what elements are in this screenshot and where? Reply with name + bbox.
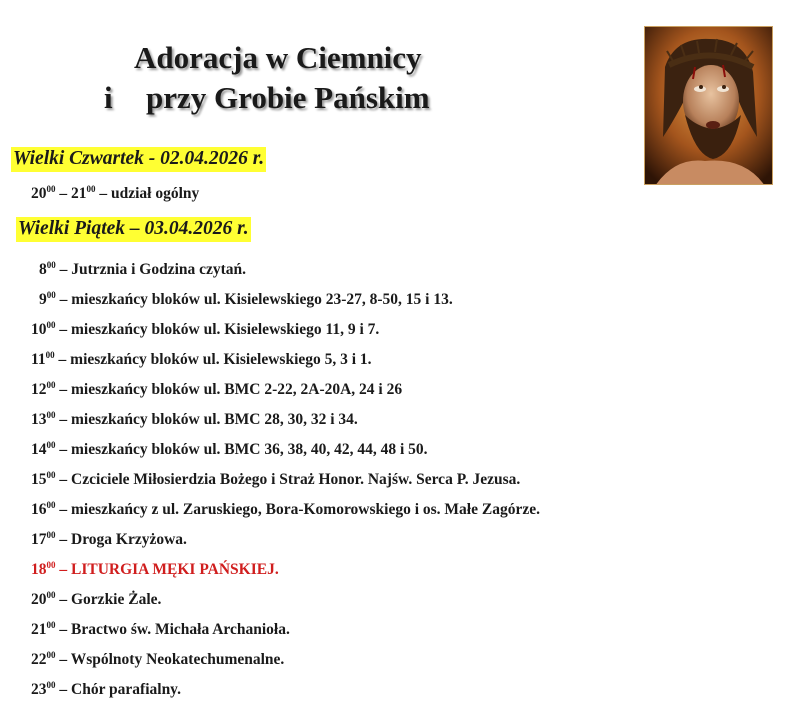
hour: 11 xyxy=(31,351,46,368)
minute: 00 xyxy=(46,290,56,300)
schedule-row xyxy=(31,351,372,369)
entry-text: – mieszkańcy bloków ul. BMC 28, 30, 32 i 34. xyxy=(55,411,358,428)
entry-text: – Czciciele Miłosierdzia Bożego i Straż Honor. Najśw. Serca P. Jezusa. xyxy=(55,471,521,488)
page-title-line-2 xyxy=(104,80,704,116)
christ-crown-of-thorns-icon xyxy=(645,27,773,185)
page-title-line-1: Adoracja w Ciemnicy xyxy=(134,40,422,75)
schedule-row xyxy=(31,441,428,459)
hour: 9 xyxy=(39,291,47,308)
entry-text: – mieszkańcy bloków ul. Kisielewskiego 11, 9 i 7. xyxy=(55,321,380,338)
day-heading-thursday: Wielki Czwartek - 02.04.2026 r. xyxy=(11,147,266,172)
entry-text: – Wspólnoty Neokatechumenalne. xyxy=(55,651,285,668)
hour: 22 xyxy=(31,651,47,668)
hour: 18 xyxy=(31,561,47,578)
schedule-row xyxy=(31,471,520,489)
schedule-row xyxy=(39,261,246,279)
minute: 00 xyxy=(46,590,56,600)
title-main: przy Grobie Pańskim xyxy=(146,80,430,115)
entry-text: – Gorzkie Żale. xyxy=(55,591,162,608)
minute: 00 xyxy=(46,440,56,450)
entry-text: – mieszkańcy bloków ul. Kisielewskiego 23-27, 8-50, 15 i 13. xyxy=(55,291,453,308)
entry-text: – mieszkańcy bloków ul. BMC 36, 38, 40, 42, 44, 48 i 50. xyxy=(55,441,428,458)
hour: 17 xyxy=(31,531,47,548)
hour: 14 xyxy=(31,441,47,458)
hour: 15 xyxy=(31,471,47,488)
schedule-row xyxy=(31,681,181,699)
schedule-row xyxy=(31,621,290,639)
hour: 20 xyxy=(31,185,47,202)
minute: 00 xyxy=(46,260,56,270)
minute: 00 xyxy=(46,380,56,390)
hour: 10 xyxy=(31,321,47,338)
entry-text: – Chór parafialny. xyxy=(55,681,181,698)
hour: 21 xyxy=(31,621,47,638)
hour: 23 xyxy=(31,681,47,698)
schedule-row xyxy=(31,501,540,519)
hour: 20 xyxy=(31,591,47,608)
minute: 00 xyxy=(45,350,55,360)
minute: 00 xyxy=(46,410,56,420)
minute: 00 xyxy=(46,530,56,540)
schedule-row xyxy=(39,291,453,309)
entry-text: – Bractwo św. Michała Archanioła. xyxy=(55,621,290,638)
entry-text: – Jutrznia i Godzina czytań. xyxy=(55,261,247,278)
day-heading-friday: Wielki Piątek – 03.04.2026 r. xyxy=(16,217,251,242)
minute: 00 xyxy=(46,184,56,194)
schedule-row-liturgy xyxy=(31,561,279,579)
minute: 00 xyxy=(46,500,56,510)
entry-text: – mieszkańcy bloków ul. Kisielewskiego 5, 3 i 1. xyxy=(54,351,372,368)
schedule-row xyxy=(31,651,284,669)
minute: 00 xyxy=(46,620,56,630)
entry-text: – udział ogólny xyxy=(95,185,200,202)
schedule-row-thursday xyxy=(31,185,199,203)
separator: – xyxy=(55,185,71,202)
minute: 00 xyxy=(46,560,56,570)
schedule-row xyxy=(31,321,379,339)
hour: 8 xyxy=(39,261,47,278)
minute: 00 xyxy=(86,184,96,194)
schedule-row xyxy=(31,381,402,399)
hour: 21 xyxy=(71,185,87,202)
schedule-row xyxy=(31,531,187,549)
hour: 16 xyxy=(31,501,47,518)
minute: 00 xyxy=(46,680,56,690)
schedule-row xyxy=(31,411,358,429)
minute: 00 xyxy=(46,320,56,330)
entry-text: – mieszkańcy bloków ul. BMC 2-22, 2A-20A, 24 i 26 xyxy=(55,381,403,398)
hour: 13 xyxy=(31,411,47,428)
entry-text: – mieszkańcy z ul. Zaruskiego, Bora-Komorowskiego i os. Małe Zagórze. xyxy=(55,501,540,518)
minute: 00 xyxy=(46,650,56,660)
entry-text: – LITURGIA MĘKI PAŃSKIEJ. xyxy=(55,561,279,578)
hour: 12 xyxy=(31,381,47,398)
christ-portrait-image xyxy=(644,26,773,185)
entry-text: – Droga Krzyżowa. xyxy=(55,531,187,548)
schedule-row xyxy=(31,591,161,609)
title-prefix: i xyxy=(104,80,113,115)
minute: 00 xyxy=(46,470,56,480)
